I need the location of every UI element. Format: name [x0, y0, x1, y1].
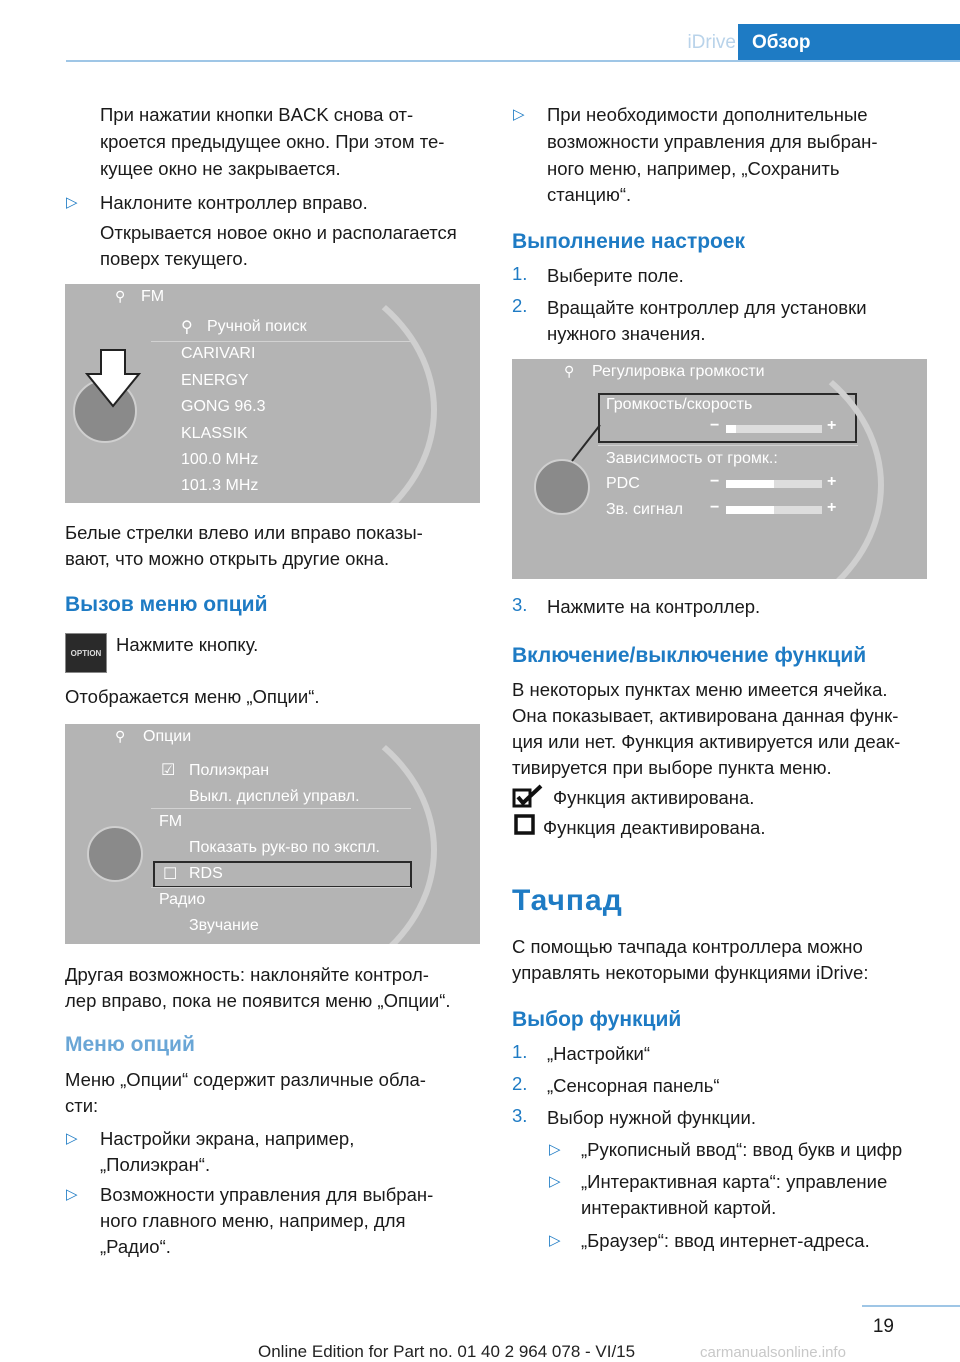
- footer-rule: [862, 1305, 960, 1307]
- list-item: 101.3 MHz: [181, 477, 259, 494]
- sub-bullet-browser: „Браузер“: ввод интернет-адреса.: [581, 1230, 870, 1251]
- left-bullet-screen-2: „Полиэкран“.: [100, 1154, 211, 1175]
- left-para-areas-1: Меню „Опции“ содержит различные обла-: [65, 1069, 426, 1090]
- heading-select-functions: Выбор функций: [512, 1008, 682, 1031]
- heading-settings: Выполнение настроек: [512, 230, 746, 253]
- step-number: 3.: [512, 1105, 528, 1126]
- bullet-marker: ▷: [66, 194, 78, 211]
- minus-icon: −: [710, 473, 720, 490]
- press-button-text: Нажмите кнопку.: [116, 634, 259, 655]
- plus-icon: +: [827, 473, 837, 490]
- function-off-text: Функция деактивирована.: [543, 817, 766, 838]
- step-number: 3.: [512, 594, 528, 615]
- header-rule: [66, 60, 960, 62]
- checkbox-empty-icon: [514, 814, 536, 836]
- list-item: Полиэкран: [189, 762, 270, 779]
- plus-icon: +: [827, 499, 837, 516]
- screen-fm: [65, 284, 480, 503]
- screen-fm-search: Ручной поиск: [207, 318, 307, 335]
- screen-volume: [512, 359, 927, 579]
- sub-bullet-handwriting: „Рукописный ввод“: ввод букв и цифр: [581, 1139, 903, 1160]
- volume-row-dependency: Зависимость от громк.:: [606, 450, 778, 467]
- checkbox-checked-icon: ☑: [161, 762, 176, 779]
- screen-options-title: Опции: [143, 728, 192, 745]
- left-para-arrows-1: Белые стрелки влево или вправо показы-: [65, 522, 423, 543]
- option-button-icon: [65, 633, 107, 673]
- watermark-text: carmanualsonline.info: [700, 1344, 846, 1361]
- heading-toggle-functions: Включение/выключение функций: [512, 644, 867, 667]
- step-number: 2.: [512, 295, 528, 316]
- function-on-text: Функция активирована.: [553, 787, 755, 808]
- list-item: Звучание: [189, 917, 259, 934]
- left-para-back-3: кущее окно не закрывается.: [100, 158, 341, 179]
- right-bullet-more-3: ного меню, например, „Сохранить: [547, 158, 840, 179]
- left-bullet-control-3: „Радио“.: [100, 1236, 171, 1257]
- bullet-marker: ▷: [513, 106, 525, 123]
- step-choose-function: Выбор нужной функции.: [547, 1107, 756, 1128]
- right-bullet-more-4: станцию“.: [547, 184, 632, 205]
- list-item: 100.0 MHz: [181, 451, 259, 468]
- list-item: Радио: [159, 891, 206, 908]
- header-tab-idrive: iDrive: [687, 32, 736, 53]
- list-item: ENERGY: [181, 372, 249, 389]
- checkbox-checked-icon: [512, 784, 544, 810]
- left-bullet-tilt: Наклоните контроллер вправо.: [100, 192, 368, 213]
- screen-options: [65, 724, 480, 944]
- step-select-field: Выберите поле.: [547, 265, 684, 286]
- left-para-other-2: лер вправо, пока не появится меню „Опции“.: [65, 990, 451, 1011]
- bullet-marker: ▷: [549, 1141, 561, 1158]
- left-bullet-tilt-sub-2: поверх текущего.: [100, 248, 248, 269]
- sub-bullet-map-1: „Интерактивная карта“: управление: [581, 1171, 888, 1192]
- left-para-arrows-2: вают, что можно открыть другие окна.: [65, 548, 390, 569]
- step-number: 2.: [512, 1073, 528, 1094]
- minus-icon: −: [710, 417, 720, 434]
- edition-text: Online Edition for Part no. 01 40 2 964 078 - VI/15: [258, 1342, 636, 1361]
- right-para-touchpad-1: С помощью тачпада контроллера можно: [512, 936, 863, 957]
- header-tab-overview: Обзор: [738, 24, 960, 62]
- list-item: KLASSIK: [181, 425, 248, 442]
- plus-icon: +: [827, 417, 837, 434]
- sub-bullet-map-2: интерактивной картой.: [581, 1197, 777, 1218]
- minus-icon: −: [710, 499, 720, 516]
- list-item: RDS: [189, 865, 223, 882]
- step-touch-panel: „Сенсорная панель“: [547, 1075, 720, 1096]
- right-para-touchpad-2: управлять некоторыми функциями iDrive:: [512, 962, 869, 983]
- heading-options-menu: Меню опций: [65, 1033, 195, 1056]
- list-item: GONG 96.3: [181, 398, 266, 415]
- list-item: Показать рук-во по экспл.: [189, 839, 380, 856]
- right-para-cell-3: ция или нет. Функция активируется или деак-: [512, 731, 901, 752]
- list-item: FM: [159, 813, 183, 830]
- antenna-icon: ⚲: [115, 728, 126, 744]
- left-bullet-screen-1: Настройки экрана, например,: [100, 1128, 355, 1149]
- left-bullet-tilt-sub-1: Открывается новое окно и располагается: [100, 222, 457, 243]
- heading-call-options: Вызов меню опций: [65, 593, 268, 616]
- option-button-label: OPTION: [70, 648, 102, 658]
- right-para-cell-4: тивируется при выборе пункта меню.: [512, 757, 832, 778]
- left-para-areas-2: сти:: [65, 1095, 99, 1116]
- antenna-icon: ⚲: [564, 363, 575, 379]
- bullet-marker: ▷: [66, 1130, 78, 1147]
- step-rotate-2: нужного значения.: [547, 323, 706, 344]
- bullet-marker: ▷: [66, 1186, 78, 1203]
- right-bullet-more-1: При необходимости дополнительные: [547, 104, 868, 125]
- volume-row-speed: Громкость/скорость: [606, 396, 753, 413]
- step-rotate-1: Вращайте контроллер для установки: [547, 297, 867, 318]
- step-number: 1.: [512, 1041, 528, 1062]
- list-item: CARIVARI: [181, 345, 256, 362]
- left-bullet-control-2: ного главного меню, например, для: [100, 1210, 406, 1231]
- shows-options-text: Отображается меню „Опции“.: [65, 686, 320, 707]
- right-para-cell-2: Она показывает, активирована данная функ-: [512, 705, 899, 726]
- screen-fm-title: FM: [141, 288, 165, 305]
- antenna-icon: ⚲: [115, 288, 126, 304]
- left-para-back-2: кроется предыдущее окно. При этом те-: [100, 131, 445, 152]
- step-press: Нажмите на контроллер.: [547, 596, 761, 617]
- left-bullet-control-1: Возможности управления для выбран-: [100, 1184, 434, 1205]
- right-para-cell-1: В некоторых пунктах меню имеется ячейка.: [512, 679, 888, 700]
- left-para-back-1: При нажатии кнопки BACK снова от-: [100, 104, 414, 125]
- list-item: Выкл. дисплей управл.: [189, 788, 360, 805]
- screen-volume-title: Регулировка громкости: [592, 363, 765, 380]
- bullet-marker: ▷: [549, 1173, 561, 1190]
- step-settings: „Настройки“: [547, 1043, 651, 1064]
- checkbox-empty-icon: ☐: [163, 866, 178, 883]
- volume-row-pdc: PDC: [606, 475, 640, 492]
- step-number: 1.: [512, 263, 528, 284]
- search-icon: ⚲: [181, 319, 193, 336]
- volume-row-signal: Зв. сигнал: [606, 501, 683, 518]
- page-number: 19: [872, 1316, 894, 1337]
- heading-touchpad: Тачпад: [512, 884, 623, 917]
- left-para-other-1: Другая возможность: наклоняйте контрол-: [65, 964, 429, 985]
- bullet-marker: ▷: [549, 1232, 561, 1249]
- arrow-down-icon: [83, 346, 143, 416]
- right-bullet-more-2: возможности управления для выбран-: [547, 131, 878, 152]
